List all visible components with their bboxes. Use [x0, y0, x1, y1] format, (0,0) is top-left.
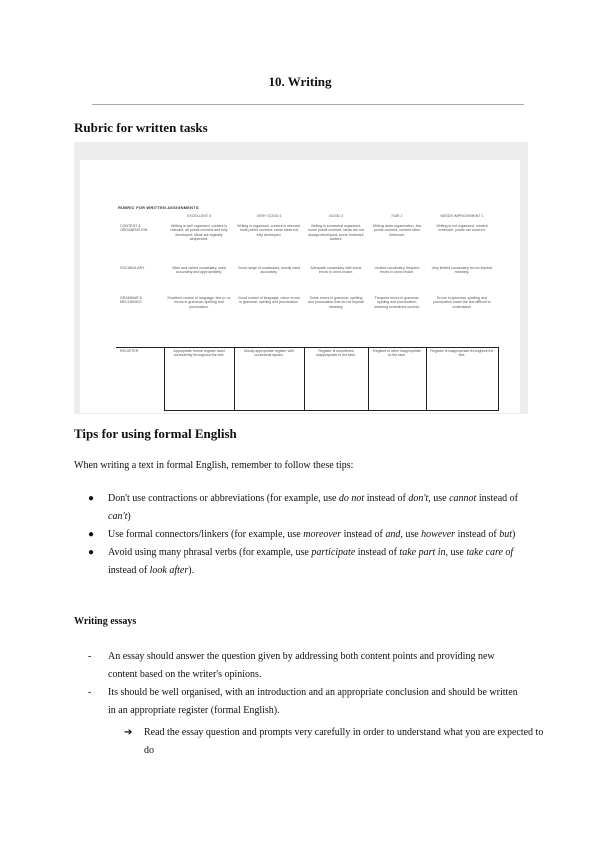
essay-item	[74, 648, 524, 684]
rubric-row-label: REGISTER	[116, 348, 164, 411]
rubric-row	[116, 223, 498, 265]
tip-example: however	[421, 529, 456, 540]
bullet-icon: ●	[88, 493, 95, 504]
rubric-header: GOOD 3	[329, 214, 343, 218]
tips-intro: When writing a text in formal English, remember to follow these tips:	[74, 460, 354, 471]
rubric-cell: Register is sometimes inappropriate to the task.	[304, 348, 368, 411]
essay-subitem	[124, 724, 544, 760]
rubric-header: FAIR 2	[391, 214, 403, 218]
rubric-cell: Appropriate formal register used consistently throughout the text.	[164, 348, 234, 411]
tip-text: instead of	[364, 493, 409, 504]
tip-example: but	[499, 529, 512, 540]
tip-text: instead of	[476, 493, 518, 504]
rubric-cell: Some errors in grammar, spelling and punctuation that do not impede meaning.	[307, 296, 365, 309]
rubric-cell: Excellent control of language; few or no errors in grammar, spelling and punctuation.	[167, 296, 231, 309]
rubric-table	[116, 213, 499, 411]
rubric-cell: Limited vocabulary, frequent errors in word choice.	[374, 266, 420, 275]
tip-example: cannot	[449, 493, 477, 504]
rubric-cell: Wide and varied vocabulary, used accurately and appropriately.	[172, 266, 226, 275]
tip-example: take part in	[399, 547, 446, 558]
writing-essays-heading: Writing essays	[74, 616, 137, 627]
tip-text: Use formal connectors/linkers (for example, use	[108, 529, 304, 540]
tip-text: instead of	[355, 547, 400, 558]
rubric-row-label: CONTENT & ORGANISATION	[120, 224, 148, 233]
tips-heading: Tips for using formal English	[74, 426, 237, 441]
tip-item	[74, 490, 524, 526]
tip-example: moreover	[303, 529, 342, 540]
rubric-row	[116, 295, 498, 348]
rubric-row	[116, 265, 498, 295]
rubric-cell: Very limited vocabulary, errors impede meaning.	[431, 266, 493, 275]
rubric-row-label: GRAMMAR & MECHANICS	[120, 296, 143, 305]
page-title: 10. Writing	[268, 74, 332, 89]
rubric-cell: Frequent errors in grammar, spelling and punctuation; meaning sometimes unclear.	[374, 296, 420, 309]
essay-list	[74, 648, 524, 720]
bullet-icon: ●	[88, 529, 95, 540]
essay-item-text: An essay should answer the question given by addressing both content points and providing new content based on the writer's opinions.	[108, 651, 495, 680]
tip-text: Don't use contractions or abbreviations (for example, use	[108, 493, 339, 504]
tip-text: , use	[400, 529, 422, 540]
rubric-cell: Writing is somewhat organised, some points covered; ideas are not always developed; some irrelevant content.	[308, 224, 364, 242]
tip-text: )	[512, 529, 516, 540]
rubric-heading: Rubric for written tasks	[74, 120, 208, 135]
tip-example: and	[385, 529, 401, 540]
rubric-cell: Good control of language; minor errors in grammar, spelling and punctuation.	[238, 296, 300, 305]
rubric-header: VERY GOOD 4	[256, 214, 282, 218]
rubric-cell: Adequate vocabulary with some errors in word choice.	[310, 266, 362, 275]
bullet-icon: ●	[88, 547, 95, 558]
rubric-cell: Good range of vocabulary, mostly used accurately.	[237, 266, 301, 275]
tip-text: ).	[188, 565, 195, 576]
rubric-cell: Writing is organised, content is relevant, most points covered; some ideas not fully developed.	[237, 224, 301, 237]
horizontal-rule	[92, 104, 524, 105]
rubric-cell: Register is inappropriate throughout the text.	[426, 348, 498, 411]
tip-example: don't	[408, 493, 429, 504]
arrow-right-icon: ➔	[124, 727, 133, 738]
tip-text: , use	[445, 547, 467, 558]
rubric-header: EXCELLENT 5	[187, 214, 211, 218]
tip-text: , use	[428, 493, 450, 504]
tip-example: participate	[311, 547, 356, 558]
tips-list	[74, 490, 524, 580]
essay-subitem-text: Read the essay question and prompts very carefully in order to understand what you are expected to do	[144, 727, 544, 756]
essay-item-text: Its should be well organised, with an introduction and an appropriate conclusion and should be written in an appropriate register (formal English).	[108, 687, 518, 716]
rubric-row	[116, 348, 498, 411]
tip-text: instead of	[455, 529, 500, 540]
tip-example: look after	[149, 565, 189, 576]
tip-example: take care of	[466, 547, 514, 558]
rubric-caption: RUBRIC FOR WRITTEN ASSIGNMENTS	[118, 205, 199, 210]
dash-icon: -	[88, 687, 92, 698]
tip-text: instead of	[341, 529, 386, 540]
dash-icon: -	[88, 651, 92, 662]
rubric-header-blank	[116, 213, 164, 223]
tip-item	[74, 544, 524, 580]
tip-example: do not	[338, 493, 365, 504]
rubric-cell: Writing is well organised, content is relevant, all points covered and fully developed; ideas are logically sequenced.	[170, 224, 228, 242]
tip-item	[74, 526, 524, 544]
rubric-cell: Register is often inappropriate to the task.	[368, 348, 426, 411]
tip-text: Avoid using many phrasal verbs (for example, use	[108, 547, 312, 558]
tip-text: instead of	[108, 565, 150, 576]
tip-example: can't	[108, 511, 128, 522]
rubric-cell: Writing lacks organisation, few points covered, content often irrelevant.	[372, 224, 422, 237]
rubric-header: NEEDS IMPROVEMENT 1	[440, 214, 484, 218]
essay-item	[74, 684, 524, 720]
rubric-cell: Mostly appropriate register with occasional lapses.	[234, 348, 304, 411]
rubric-row-label: VOCABULARY	[120, 266, 145, 270]
rubric-cell: Writing is not organised, content irrelevant, points not covered.	[436, 224, 488, 233]
tip-text: )	[127, 511, 131, 522]
rubric-cell: Errors in grammar, spelling and punctuation make the text difficult to understand.	[433, 296, 491, 309]
